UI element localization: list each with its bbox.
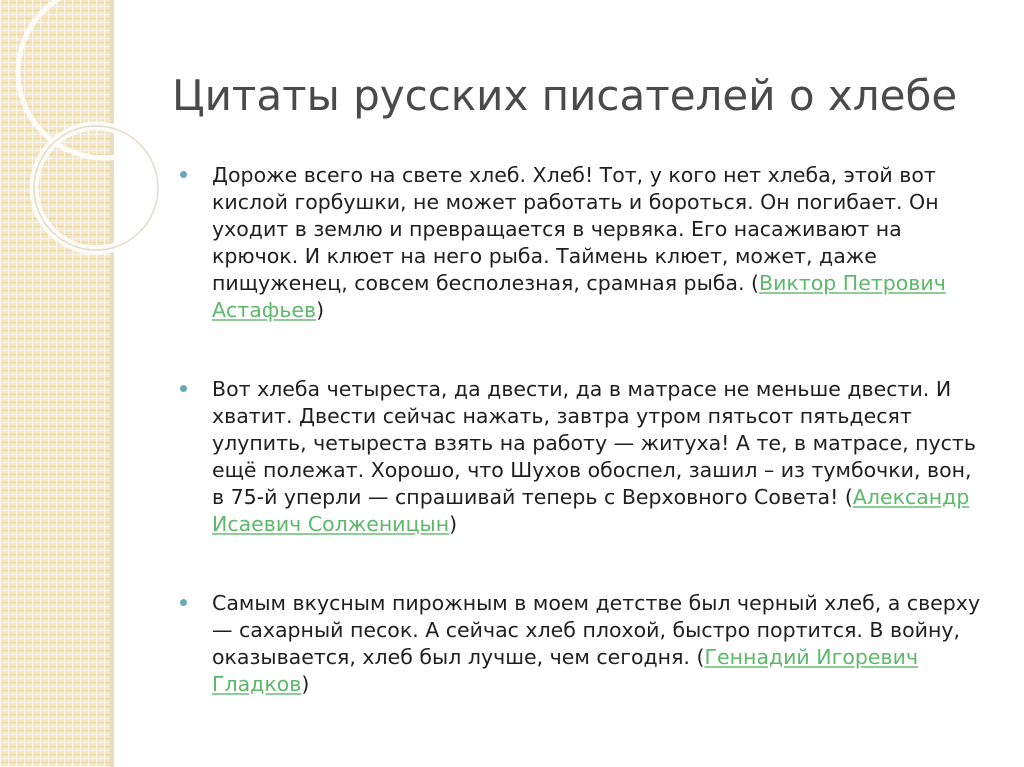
bullet-icon [180,385,187,392]
decorative-side-band [0,0,110,767]
bullet-icon [180,171,187,178]
paren-open: ( [689,645,705,669]
paren-close: ) [449,512,458,536]
quote-item [178,590,988,698]
quote-text: Дороже всего на свете хлеб. Хлеб! Тот, у кого нет хлеба, этой вот кислой горбушки, не может работать и бороться. Он погибает. Он уходит в землю и превращается в червяка. Его насаживают на крючок. И клюет на него рыба. Таймень клюет, может, даже пищуженец, совсем бесполезная, срамная рыба. [212,163,939,295]
paren-open: ( [838,485,853,509]
paren-open: ( [744,271,759,295]
author-link[interactable]: Геннадий Игоревич Гладков [212,645,919,696]
quotes-list [178,162,988,698]
side-band-edge [110,0,114,767]
quote-text: Самым вкусным пирожным в моем детстве был черный хлеб, а сверху — сахарный песок. А сейчас хлеб плохой, быстро портится. В войну, оказывается, хлеб был лучше, чем сегодня. [212,591,981,669]
paren-close: ) [316,298,325,322]
quote-item [178,162,988,324]
bullet-icon [180,599,187,606]
author-link[interactable]: Александр Исаевич Солженицын [212,485,970,536]
quote-text: Вот хлеба четыреста, да двести, да в матрасе не меньше двести. И хватит. Двести сейчас нажать, завтра утром пятьсот пятьдесят улупить, четыреста взять на работу — житуха! А те, в матрасе, пусть ещё полежат. Хорошо, что Шухов обоспел, зашил – из тумбочки, вон, в 75-й уперли — спрашивай теперь с Верховного Совета! [212,377,976,509]
author-link[interactable]: Виктор Петрович Астафьев [212,271,946,322]
quote-item [178,376,988,538]
slide-title: Цитаты русских писателей о хлебе [172,71,958,120]
paren-close: ) [301,672,310,696]
